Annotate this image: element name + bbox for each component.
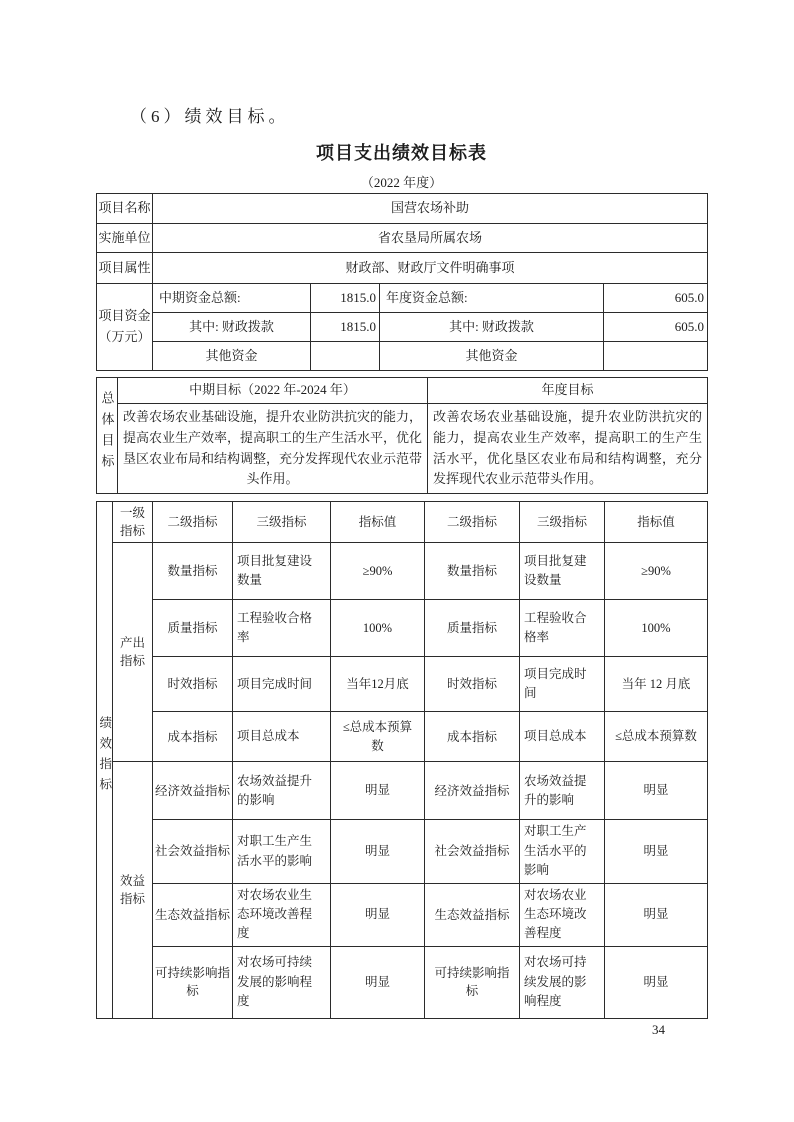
level2-cell: 社会效益指标 [425,820,520,883]
tables-container [96,193,707,1019]
mid-other-value [311,342,380,371]
level3-cell: 农场效益提升的影响 [233,762,331,820]
level3-cell: 工程验收合格率 [233,600,331,657]
project-attribute-label: 项目属性 [97,253,153,284]
indicator-row-quantity [97,543,708,600]
indicators-row-label [97,502,113,1019]
level2-cell: 经济效益指标 [153,762,233,820]
value-cell: 明显 [331,883,425,946]
value-cell: 100% [605,600,708,657]
level2-cell: 成本指标 [153,712,233,762]
table-row [97,194,708,224]
header-value-annual: 指标值 [605,502,708,543]
header-level2-annual: 二级指标 [425,502,520,543]
table-row [97,378,708,404]
indicator-row-quality [97,600,708,657]
mid-fiscal-label: 其中: 财政拨款 [153,313,311,342]
header-level3-mid: 三级指标 [233,502,331,543]
overall-goal-row-label [97,378,118,494]
level2-cell: 生态效益指标 [425,883,520,946]
header-level1: 一级指标 [113,502,153,543]
project-name-label: 项目名称 [97,194,153,224]
value-cell: 100% [331,600,425,657]
value-cell: 明显 [605,762,708,820]
table-row [97,253,708,284]
value-cell: 明显 [331,946,425,1018]
mid-other-label: 其他资金 [153,342,311,371]
overall-goal-vertical-text: 总体目标 [99,390,115,475]
table-row [97,313,708,342]
level3-cell: 项目批复建设数量 [233,543,331,600]
table-subtitle: （2022 年度） [360,175,443,190]
group-output-label: 产出指标 [113,543,153,762]
level2-cell: 经济效益指标 [425,762,520,820]
page-number: 34 [652,1022,665,1037]
value-cell: ≥90% [605,543,708,600]
level3-cell: 项目完成时间 [233,657,331,712]
level3-cell: 工程验收合格率 [520,600,605,657]
table-row [97,284,708,313]
value-cell: 明显 [331,820,425,883]
header-level3-annual: 三级指标 [520,502,605,543]
level3-cell: 项目总成本 [233,712,331,762]
annual-fiscal-label: 其中: 财政拨款 [380,313,604,342]
value-cell: 当年12月底 [331,657,425,712]
mid-goal-text: 改善农场农业基础设施，提升农业防洪抗灾的能力，提高农业生产效率，提高职工的生产生活水平，优化垦区农业布局和结构调整，充分发挥现代农业示范带头作用。 [118,404,428,494]
implement-unit-value: 省农垦局所属农场 [153,224,708,253]
value-cell: ≥90% [331,543,425,600]
indicator-row-timeliness [97,657,708,712]
table-row [97,224,708,253]
table-row [97,404,708,494]
project-info-table [96,193,708,371]
value-cell: 当年 12 月底 [605,657,708,712]
mid-total-value: 1815.0 [311,284,380,313]
section-heading: （6）绩效目标。 [130,107,290,126]
level2-cell: 时效指标 [425,657,520,712]
level2-cell: 时效指标 [153,657,233,712]
value-cell: 明显 [605,820,708,883]
annual-goal-header: 年度目标 [428,378,708,404]
indicator-row-social [97,820,708,883]
group-benefit-label: 效益指标 [113,762,153,1018]
indicators-vertical-text: 绩效指标 [97,716,112,799]
value-cell: 明显 [605,883,708,946]
table-title: 项目支出绩效目标表 [316,143,487,163]
level3-cell: 对农场可持续发展的影响程度 [233,946,331,1018]
level2-cell: 质量指标 [153,600,233,657]
indicator-row-sustainable [97,946,708,1018]
level2-cell: 可持续影响指标 [153,946,233,1018]
table-row [97,342,708,371]
annual-goal-text: 改善农场农业基础设施，提升农业防洪抗灾的能力，提高农业生产效率，提高职工的生产生活水平，优化垦区农业布局和结构调整，充分发挥现代农业示范带头作用。 [428,404,708,494]
value-cell: 明显 [331,762,425,820]
indicator-row-cost [97,712,708,762]
mid-fiscal-value: 1815.0 [311,313,380,342]
funding-row-label: 项目资金（万元） [97,284,153,371]
level2-cell: 成本指标 [425,712,520,762]
indicator-row-ecological [97,883,708,946]
level2-cell: 数量指标 [153,543,233,600]
value-cell: 明显 [605,946,708,1018]
level3-cell: 对农场农业生态环境改善程度 [520,883,605,946]
level3-cell: 对农场农业生态环境改善程度 [233,883,331,946]
level2-cell: 数量指标 [425,543,520,600]
indicators-header-row [97,502,708,543]
mid-goal-header: 中期目标（2022 年-2024 年） [118,378,428,404]
annual-other-label: 其他资金 [380,342,604,371]
level2-cell: 质量指标 [425,600,520,657]
level2-cell: 生态效益指标 [153,883,233,946]
level3-cell: 项目总成本 [520,712,605,762]
value-cell: ≤总成本预算数 [331,712,425,762]
overall-goal-table [96,377,708,494]
annual-other-value [604,342,708,371]
annual-fiscal-value: 605.0 [604,313,708,342]
project-name-value: 国营农场补助 [153,194,708,224]
implement-unit-label: 实施单位 [97,224,153,253]
annual-total-value: 605.0 [604,284,708,313]
level2-cell: 社会效益指标 [153,820,233,883]
annual-total-label: 年度资金总额: [380,284,604,313]
indicators-table [96,501,708,1019]
project-attribute-value: 财政部、财政厅文件明确事项 [153,253,708,284]
level3-cell: 项目批复建设数量 [520,543,605,600]
level3-cell: 对职工生产生活水平的影响 [520,820,605,883]
indicator-row-economic [97,762,708,820]
level3-cell: 农场效益提升的影响 [520,762,605,820]
level2-cell: 可持续影响指标 [425,946,520,1018]
level3-cell: 项目完成时间 [520,657,605,712]
level3-cell: 对职工生产生活水平的影响 [233,820,331,883]
mid-total-label: 中期资金总额: [153,284,311,313]
value-cell: ≤总成本预算数 [605,712,708,762]
header-value-mid: 指标值 [331,502,425,543]
header-level2-mid: 二级指标 [153,502,233,543]
level3-cell: 对农场可持续发展的影响程度 [520,946,605,1018]
